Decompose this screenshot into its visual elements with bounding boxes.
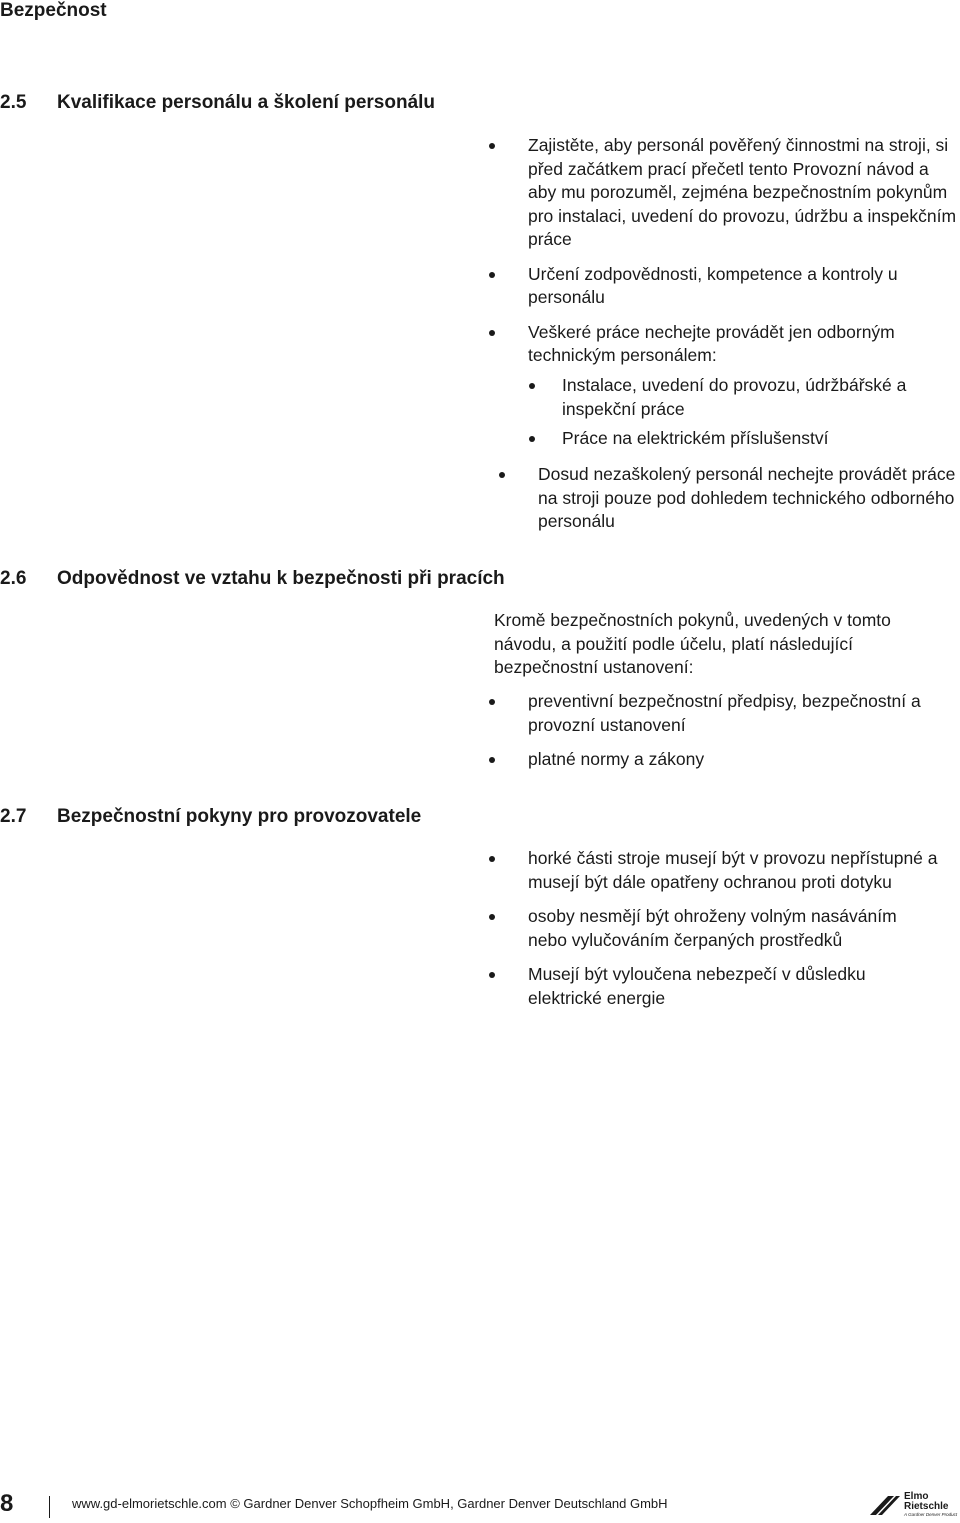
section-2-7-list [528, 847, 940, 1010]
list-item: platné normy a zákony [528, 748, 958, 772]
section-2-6-intro: Kromě bezpečnostních pokynů, uvedených v tomto návodu, a použití podle účelu, platí následující bezpečnostní ustanovení: [494, 610, 891, 677]
section-title: Kvalifikace personálu a školení personálu [57, 92, 436, 113]
list-item: Určení zodpovědnosti, kompetence a kontroly u personálu [528, 263, 958, 310]
section-2-5-list [528, 134, 958, 368]
section-title: Bezpečnostní pokyny pro provozovatele [57, 806, 422, 827]
section-title: Odpovědnost ve vztahu k bezpečnosti při pracích [57, 568, 505, 589]
footer-text [72, 1496, 668, 1511]
section-2-5-list-last [538, 463, 960, 534]
footer-url[interactable]: www.gd-elmorietschle.com [72, 1496, 227, 1511]
svg-text:Rietschle: Rietschle [904, 1501, 949, 1512]
list-item: preventivní bezpečnostní předpisy, bezpečnostní a provozní ustanovení [528, 690, 958, 737]
elmo-rietschle-logo [868, 1488, 960, 1518]
list-item: Dosud nezaškolený personál nechejte provádět práce na stroji pouze pod dohledem technického odborného personálu [538, 463, 960, 534]
section-heading-2-7 [0, 806, 421, 828]
list-item: Zajistěte, aby personál pověřený činnostmi na stroji, si před začátkem prací přečetl tento Provozní návod a aby mu porozuměl, zejména bezpečnostním pokynům pro instalaci, uvedení do provozu, údržbu a inspekčním práce [528, 134, 958, 252]
page-number: 8 [0, 1490, 14, 1517]
section-2-6-list [528, 690, 958, 772]
sub-list-item: Instalace, uvedení do provozu, údržbářské a inspekční práce [562, 374, 958, 421]
section-heading-2-5 [0, 92, 435, 114]
sub-list-item: Práce na elektrickém příslušenství [562, 427, 958, 451]
page-title: Bezpečnost [0, 0, 107, 21]
list-item: Veškeré práce nechejte provádět jen odborným technickým personálem: [528, 321, 958, 368]
list-item: Musejí být vyloučena nebezpečí v důsledku elektrické energie [528, 963, 940, 1010]
footer-divider [49, 1496, 50, 1518]
section-number: 2.5 [0, 92, 27, 113]
footer-copyright: © Gardner Denver Schopfheim GmbH, Gardner Denver Deutschland GmbH [230, 1496, 668, 1511]
section-number: 2.6 [0, 568, 27, 589]
section-number: 2.7 [0, 806, 27, 827]
section-heading-2-6 [0, 568, 505, 590]
section-2-5-sublist [562, 374, 958, 451]
svg-text:A Gardner Denver Product: A Gardner Denver Product [904, 1512, 958, 1517]
svg-text:Elmo: Elmo [904, 1491, 929, 1502]
list-item: osoby nesmějí být ohroženy volným nasáváním nebo vylučováním čerpaných prostředků [528, 905, 940, 952]
list-item: horké části stroje musejí být v provozu nepřístupné a musejí být dále opatřeny ochranou proti dotyku [528, 847, 940, 894]
